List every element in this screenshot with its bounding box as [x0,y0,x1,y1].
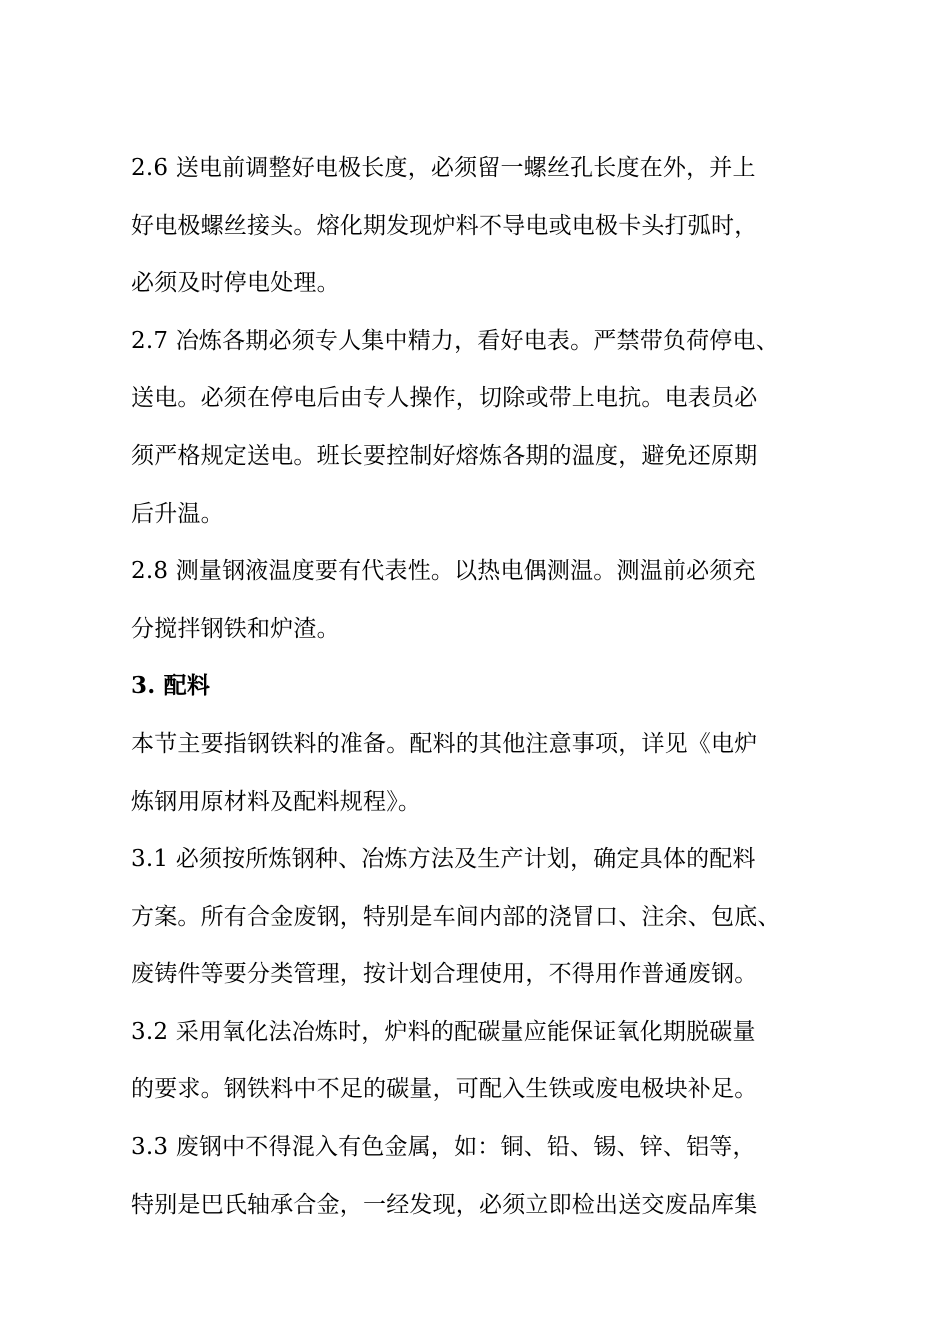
text-line-2-7-d: 后升温。 [131,501,224,527]
text-line-3-1-b: 方案。所有合金废钢，特别是车间内部的浇冒口、注余、包底、 [131,904,781,930]
text-line-3-3-b: 特别是巴氏轴承合金，一经发现，必须立即检出送交废品库集 [131,1192,758,1218]
text-line-intro-b: 炼钢用原材料及配料规程》。 [131,789,422,815]
text-line-2-6-a: 2.6 送电前调整好电极长度，必须留一螺丝孔长度在外，并上 [131,155,756,181]
text-line-2-8-b: 分搅拌钢铁和炉渣。 [131,616,340,642]
text-line-3-3-a: 3.3 废钢中不得混入有色金属，如：铜、铅、锡、锌、铝等， [131,1134,756,1160]
text-line-2-7-c: 须严格规定送电。班长要控制好熔炼各期的温度，避免还原期 [131,443,758,469]
text-line-2-6-c: 必须及时停电处理。 [131,270,340,296]
text-line-3-2-a: 3.2 采用氧化法冶炼时，炉料的配碳量应能保证氧化期脱碳量 [131,1019,756,1045]
text-line-3-2-b: 的要求。钢铁料中不足的碳量，可配入生铁或废电极块补足。 [131,1076,758,1102]
text-line-intro-a: 本节主要指钢铁料的准备。配料的其他注意事项，详见《电炉 [131,731,758,757]
section-heading-3: 3. 配料 [131,672,211,699]
text-line-2-7-b: 送电。必须在停电后由专人操作，切除或带上电抗。电表员必 [131,385,758,411]
text-line-3-1-a: 3.1 必须按所炼钢种、冶炼方法及生产计划，确定具体的配料 [131,846,756,872]
text-line-2-6-b: 好电极螺丝接头。熔化期发现炉料不导电或电极卡头打弧时， [131,213,758,239]
text-line-2-8-a: 2.8 测量钢液温度要有代表性。以热电偶测温。测温前必须充 [131,558,756,584]
text-line-3-1-c: 废铸件等要分类管理，按计划合理使用，不得用作普通废钢。 [131,961,758,987]
text-line-2-7-a: 2.7 冶炼各期必须专人集中精力，看好电表。严禁带负荷停电、 [131,328,779,354]
